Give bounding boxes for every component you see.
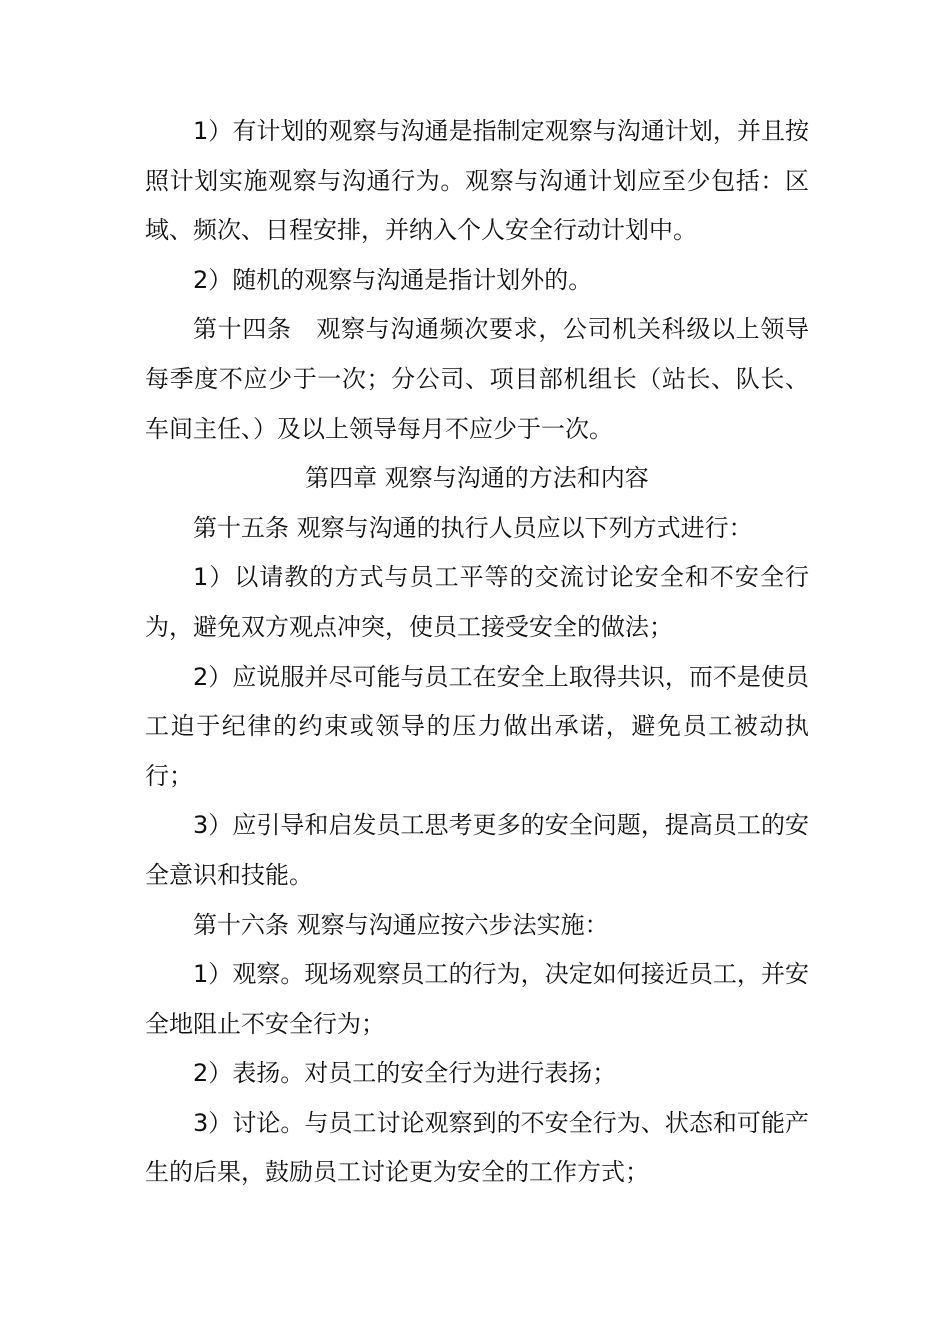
article-15-item-3: 3）应引导和启发员工思考更多的安全问题，提高员工的安全意识和技能。: [145, 811, 809, 889]
article-16-item-3: 3）讨论。与员工讨论观察到的不安全行为、状态和可能产生的后果，鼓励员工讨论更为安全的工作方式；: [145, 1108, 809, 1187]
article-16-item-1: 1）观察。现场观察员工的行为，决定如何接近员工，并安全地阻止不安全行为；: [145, 960, 809, 1038]
article-16-item-2: 2）表扬。对员工的安全行为进行表扬；: [193, 1059, 617, 1088]
chapter-4-heading: 第四章 观察与沟通的方法和内容: [305, 464, 649, 493]
document-body: [145, 107, 809, 1198]
article-15-item-2: 2）应说服并尽可能与员工在安全上取得共识，而不是使员工迫于纪律的约束或领导的压力做出承诺，避免员工被动执行；: [145, 662, 809, 790]
paragraph-item-2-random: 2）随机的观察与沟通是指计划外的。: [193, 265, 593, 294]
paragraph-item-1-planned: 1）有计划的观察与沟通是指制定观察与沟通计划，并且按照计划实施观察与沟通行为。观察与沟通计划应至少包括：区域、频次、日程安排，并纳入个人安全行动计划中。: [145, 117, 809, 245]
article-16: 第十六条 观察与沟通应按六步法实施：: [193, 910, 609, 939]
article-15: 第十五条 观察与沟通的执行人员应以下列方式进行：: [193, 513, 753, 542]
article-15-item-1: 1）以请教的方式与员工平等的交流讨论安全和不安全行为，避免双方观点冲突，使员工接受安全的做法；: [145, 563, 809, 641]
article-14: 第十四条 观察与沟通频次要求，公司机关科级以上领导每季度不应少于一次；分公司、项目部机组长（站长、队长、车间主任、）及以上领导每月不应少于一次。: [145, 315, 809, 443]
